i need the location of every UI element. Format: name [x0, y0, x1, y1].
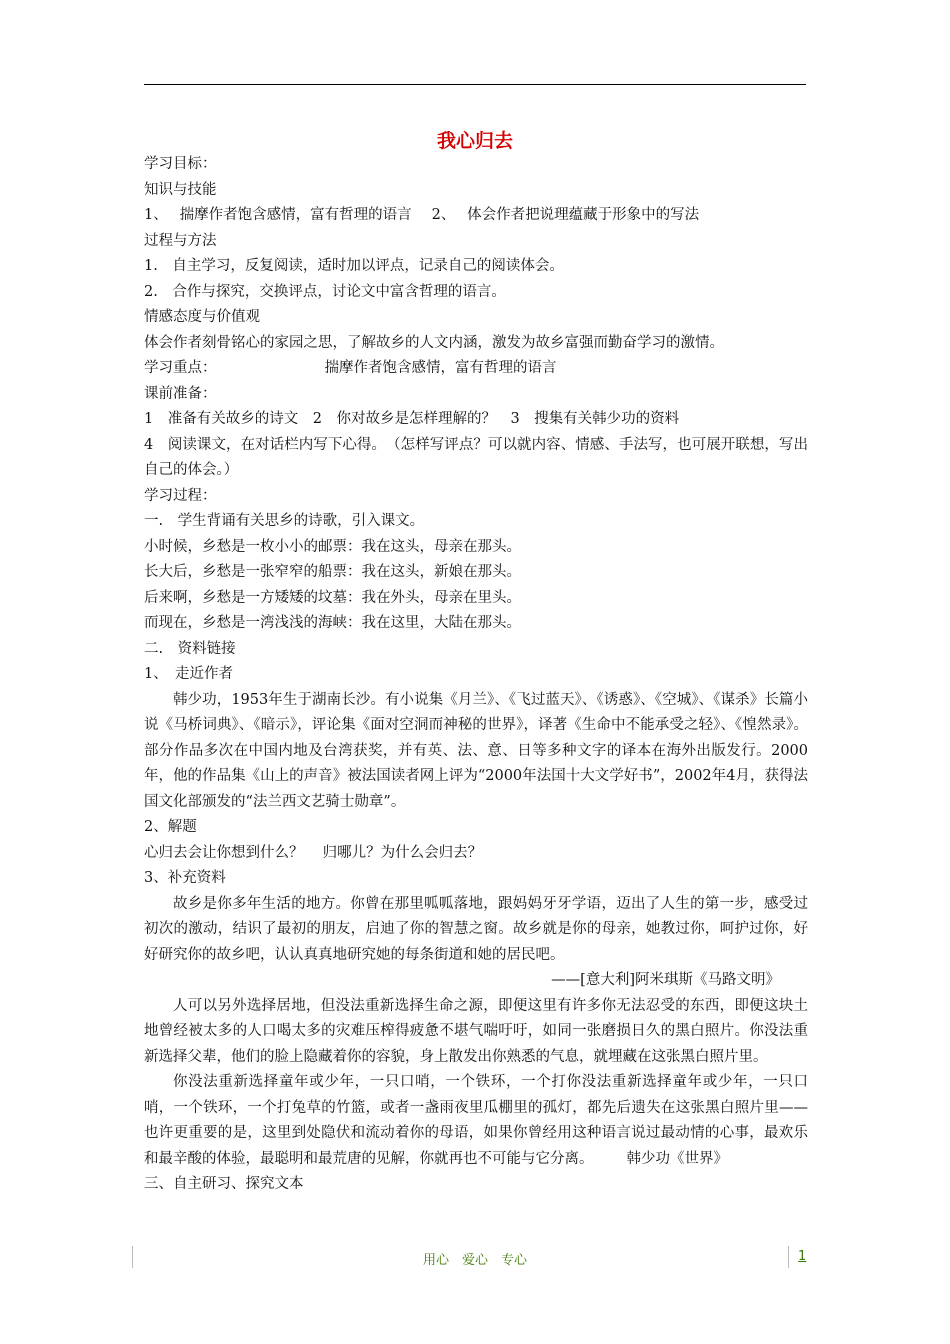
key-point-text: 揣摩作者饱含感情，富有哲理的语言	[324, 360, 557, 376]
text-line: 一. 学生背诵有关思乡的诗歌，引入课文。	[144, 513, 425, 529]
text-line: 过程与方法	[144, 232, 217, 249]
poem-line: 而现在，乡愁是一湾浅浅的海峡：我在这里，大陆在那头。	[144, 615, 521, 631]
subsection-heading: 1、 走近作者	[144, 666, 233, 682]
text-line: 2. 合作与探究，交换评点，讨论文中富含哲理的语言。	[144, 283, 506, 300]
citation: 韩少功《世界》	[626, 1150, 728, 1167]
text-paragraph: 4 阅读课文，在对话栏内写下心得。 （怎样写评点？可以就内容、情感、手法写，也可展开联想，写出自己的体会。）	[144, 436, 808, 478]
quote-paragraph: 故乡是你多年生活的地方。你曾在那里呱呱落地，跟妈妈牙牙学语，迈出了人生的第一步，感受过初次的激动，结识了最初的朋友，启迪了你的智慧之窗。故乡就是你的母亲，她教过你，呵护过你，好好研究你的故乡吧，认认真真地研究她的每条街道和她的居民吧。	[144, 895, 808, 963]
footer-divider-right	[788, 1246, 789, 1268]
footer-motto: 用心 爱心 专心	[422, 1253, 527, 1268]
poem-line: 后来啊，乡愁是一方矮矮的坟墓：我在外头，母亲在里头。	[144, 589, 521, 606]
text-line: 1. 自主学习，反复阅读，适时加以评点，记录自己的阅读体会。	[144, 258, 564, 274]
page-number: 1	[798, 1249, 807, 1264]
text-line	[144, 203, 808, 229]
citation: ——[意大利]阿米琪斯《马路文明》	[551, 972, 780, 988]
key-point-label: 学习重点：	[144, 360, 217, 376]
poem-line: 小时候，乡愁是一枚小小的邮票：我在这头，母亲在那头。	[144, 538, 521, 555]
text-line: 课前准备：	[144, 385, 217, 402]
goal-1: 1、 揣摩作者饱含感情，富有哲理的语言	[144, 207, 412, 223]
text-line: 体会作者刻骨铭心的家园之思，了解故乡的人文内涵，激发为故乡富强而勤奋学习的激情。	[144, 334, 724, 351]
quote-paragraph	[144, 1070, 808, 1172]
subsection-heading: 3、补充资料	[144, 870, 226, 886]
quote-paragraph: 人可以另外选择居地，但没法重新选择生命之源，即便这里有许多你无法忍受的东西，即便这块土地曾经被太多的人口喝太多的灾难压榨得疲惫不堪气喘吁吁，如同一张磨损日久的黑白照片。你没法重新选择父辈，他们的脸上隐藏着你的容貌，身上散发出你熟悉的气息，就埋藏在这张黑白照片里。	[144, 997, 808, 1065]
section-heading: 二. 资料链接	[144, 640, 236, 657]
document-body	[144, 152, 808, 1198]
author-paragraph: 韩少功，1953年生于湖南长沙。有小说集《月兰》、《飞过蓝天》、《诱惑》、《空城》、《谋杀》长篇小说《马桥词典》、《暗示》，评论集《面对空洞而神秘的世界》，译著《生命中不能承受之轻》、《惶然录》。部分作品多次在中国内地及台湾获奖，并有英、法、意、日等多种文字的译本在海外出版发行。2000年，他的作品集《山上的声音》被法国读者网上评为“2000年法国十大文学好书”，2002年4月，获得法国文化部颁发的“法兰西文艺骑士勋章”。	[144, 691, 808, 810]
section-heading: 三、自主研习、探究文本	[144, 1176, 304, 1192]
text-line: 学习过程：	[144, 487, 217, 504]
goal-2: 2、 体会作者把说理蕴藏于形象中的写法	[431, 207, 700, 223]
quote-text: 你没法重新选择童年或少年，一只口哨，一个铁环，一个打你没法重新选择童年或少年，一只口哨，一个铁环，一个打兔草的竹篮，或者一盏雨夜里瓜棚里的孤灯，都先后遗失在这张黑白照片里——也许更重要的是，这里到处隐伏和流动着你的母语，如果你曾经用这种语言说过最动情的心事，最欢乐和最辛酸的体验，最聪明和最荒唐的见解，你就再也不可能与它分离。	[144, 1074, 808, 1167]
subsection-heading: 2、解题	[144, 819, 197, 835]
text-line: 学习目标：	[144, 156, 217, 172]
text-line: 心归去会让你想到什么？ 归哪儿？为什么会归去？	[144, 844, 483, 861]
text-line: 1 准备有关故乡的诗文 2 你对故乡是怎样理解的？ 3 搜集有关韩少功的资料	[144, 411, 680, 427]
header-rule	[144, 84, 806, 85]
text-line	[144, 356, 808, 382]
poem-line: 长大后，乡愁是一张窄窄的船票：我在这头，新娘在那头。	[144, 564, 521, 580]
page-title: 我心归去	[436, 130, 513, 152]
text-line: 情感态度与价值观	[144, 309, 260, 325]
text-line: 知识与技能	[144, 181, 217, 198]
